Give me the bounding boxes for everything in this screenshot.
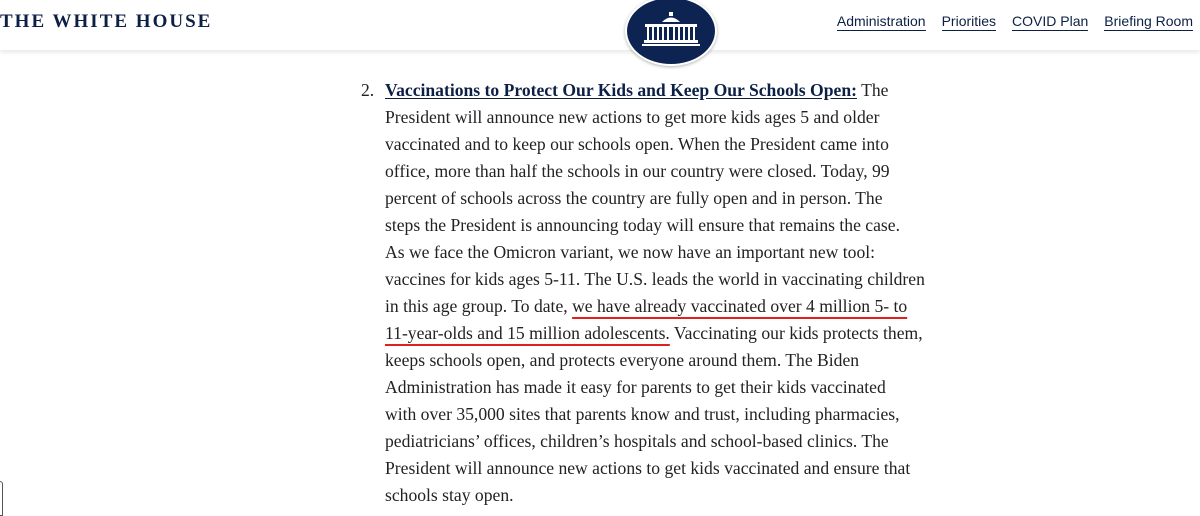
white-house-seal-icon[interactable] bbox=[625, 0, 717, 66]
list-item bbox=[385, 77, 965, 509]
body-line: steps the President is announcing today will ensure that remains the case. bbox=[385, 215, 900, 235]
body-line: Vaccinating our kids protects them, bbox=[669, 323, 923, 343]
body-line: pediatricians’ offices, children’s hospitals and school-based clinics. The bbox=[385, 431, 889, 451]
body-line: President will announce new actions to get more kids ages 5 and older bbox=[385, 107, 880, 127]
body-line: Administration has made it easy for parents to get their kids vaccinated bbox=[385, 377, 886, 397]
body-line: office, more than half the schools in our country were closed. Today, 99 bbox=[385, 161, 890, 181]
site-title-link[interactable]: THE WHITE HOUSE bbox=[0, 11, 213, 32]
title-tail-text: The bbox=[861, 80, 889, 100]
highlighted-text: 11-year-olds and 15 million adolescents. bbox=[385, 323, 670, 343]
body-line: As we face the Omicron variant, we now have an important new tool: bbox=[385, 242, 876, 262]
body-line: in this age group. To date, bbox=[385, 296, 573, 316]
highlighted-text: we have already vaccinated over 4 million 5- to bbox=[572, 296, 908, 316]
body-line: keeps schools open, and protects everyone around them. The Biden bbox=[385, 350, 860, 370]
nav-covid-plan[interactable]: COVID Plan bbox=[1012, 13, 1089, 29]
body-line: vaccinated and to keep our schools open. When the President came into bbox=[385, 134, 889, 154]
body-line: schools stay open. bbox=[385, 485, 514, 505]
body-line: percent of schools across the country are fully open and in person. The bbox=[385, 188, 883, 208]
nav-priorities[interactable]: Priorities bbox=[941, 13, 997, 29]
white-house-building-icon bbox=[642, 10, 700, 50]
left-edge-widget bbox=[0, 481, 3, 516]
site-header bbox=[0, 0, 1200, 50]
body-line: vaccines for kids ages 5-11. The U.S. leads the world in vaccinating children bbox=[385, 269, 925, 289]
nav-briefing-room[interactable]: Briefing Room bbox=[1104, 13, 1193, 29]
body-line: with over 35,000 sites that parents know and trust, including pharmacies, bbox=[385, 404, 900, 424]
body-line: President will announce new actions to get kids vaccinated and ensure that bbox=[385, 458, 911, 478]
main-nav bbox=[837, 13, 1193, 31]
item-title-link[interactable]: Vaccinations to Protect Our Kids and Keep Our Schools Open: bbox=[385, 80, 857, 100]
list-item-number: 2. bbox=[361, 80, 375, 100]
nav-administration[interactable]: Administration bbox=[836, 13, 926, 29]
